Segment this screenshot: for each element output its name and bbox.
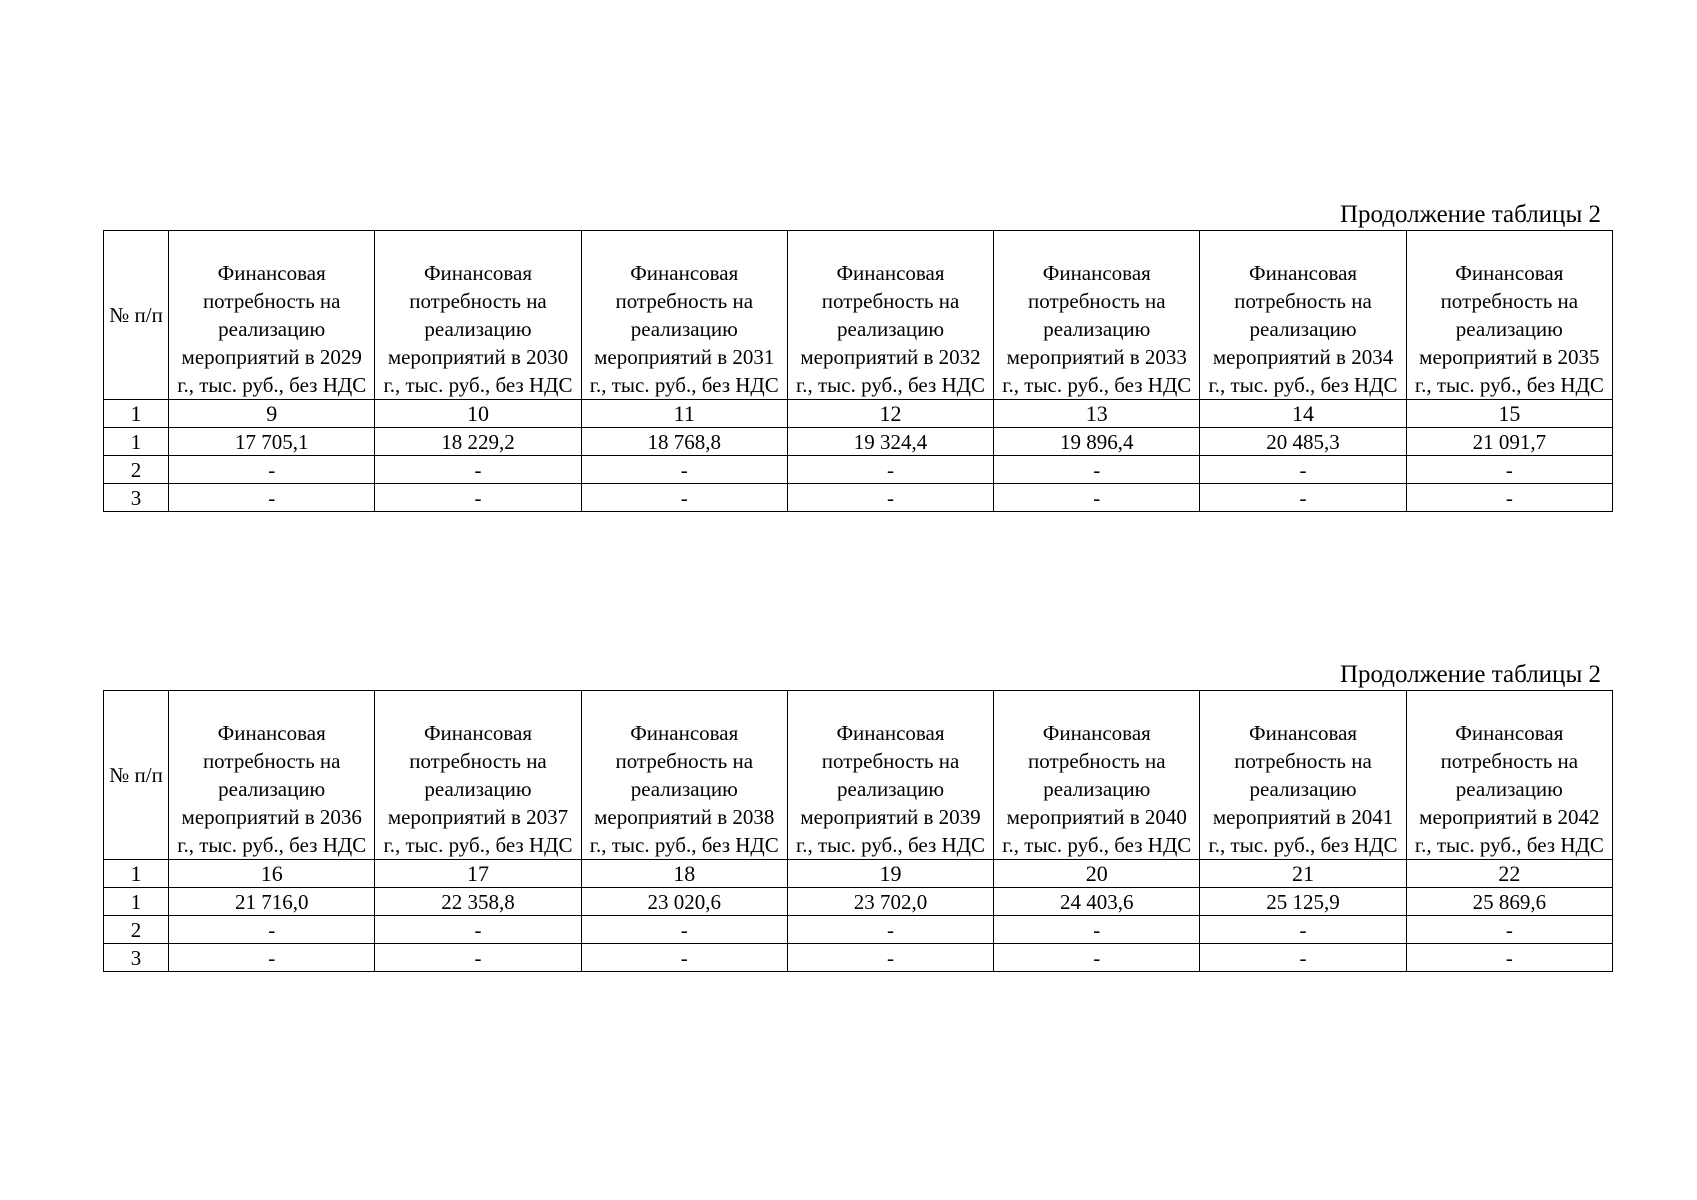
header-cell: Финансовая потребность на реализацию мероприятий в 2034 г., тыс. руб., без НДС <box>1200 231 1406 400</box>
numbering-cell: 13 <box>994 400 1200 428</box>
numbering-cell: 15 <box>1406 400 1612 428</box>
table-row <box>104 484 1613 512</box>
value-cell: - <box>1200 456 1406 484</box>
value-cell: - <box>581 916 787 944</box>
numbering-cell: 12 <box>787 400 993 428</box>
table-block-2 <box>103 660 1613 972</box>
header-cell: Финансовая потребность на реализацию мероприятий в 2038 г., тыс. руб., без НДС <box>581 691 787 860</box>
numbering-cell: 11 <box>581 400 787 428</box>
header-cell: Финансовая потребность на реализацию мероприятий в 2037 г., тыс. руб., без НДС <box>375 691 581 860</box>
header-cell: Финансовая потребность на реализацию мероприятий в 2036 г., тыс. руб., без НДС <box>169 691 375 860</box>
header-cell: Финансовая потребность на реализацию мероприятий в 2033 г., тыс. руб., без НДС <box>994 231 1200 400</box>
value-cell: - <box>1406 456 1612 484</box>
value-cell: - <box>169 456 375 484</box>
value-cell: 23 020,6 <box>581 888 787 916</box>
numbering-cell: 17 <box>375 860 581 888</box>
column-numbering-row <box>104 860 1613 888</box>
header-cell: Финансовая потребность на реализацию мероприятий в 2031 г., тыс. руб., без НДС <box>581 231 787 400</box>
value-cell: 25 869,6 <box>1406 888 1612 916</box>
table-caption: Продолжение таблицы 2 <box>1339 201 1601 228</box>
value-cell: - <box>787 456 993 484</box>
value-cell: - <box>994 944 1200 972</box>
financial-table-1 <box>103 230 1613 512</box>
value-cell: 19 324,4 <box>787 428 993 456</box>
value-cell: - <box>787 484 993 512</box>
value-cell: 23 702,0 <box>787 888 993 916</box>
value-cell: 21 716,0 <box>169 888 375 916</box>
value-cell: 18 768,8 <box>581 428 787 456</box>
header-cell: Финансовая потребность на реализацию мероприятий в 2030 г., тыс. руб., без НДС <box>375 231 581 400</box>
value-cell: - <box>169 484 375 512</box>
row-number-cell: 2 <box>104 916 169 944</box>
value-cell: - <box>169 916 375 944</box>
value-cell: - <box>375 484 581 512</box>
numbering-cell: 19 <box>787 860 993 888</box>
value-cell: - <box>375 916 581 944</box>
value-cell: - <box>375 456 581 484</box>
value-cell: - <box>1406 944 1612 972</box>
numbering-cell: 1 <box>104 400 169 428</box>
value-cell: - <box>787 944 993 972</box>
value-cell: - <box>581 484 787 512</box>
value-cell: 24 403,6 <box>994 888 1200 916</box>
value-cell: 20 485,3 <box>1200 428 1406 456</box>
numbering-cell: 20 <box>994 860 1200 888</box>
table-row <box>104 428 1613 456</box>
header-cell: Финансовая потребность на реализацию мероприятий в 2029 г., тыс. руб., без НДС <box>169 231 375 400</box>
value-cell: 17 705,1 <box>169 428 375 456</box>
header-cell: Финансовая потребность на реализацию мероприятий в 2032 г., тыс. руб., без НДС <box>787 231 993 400</box>
value-cell: - <box>581 456 787 484</box>
table-row <box>104 456 1613 484</box>
numbering-cell: 22 <box>1406 860 1612 888</box>
numbering-cell: 9 <box>169 400 375 428</box>
value-cell: 21 091,7 <box>1406 428 1612 456</box>
value-cell: 19 896,4 <box>994 428 1200 456</box>
value-cell: - <box>1200 944 1406 972</box>
row-number-cell: 1 <box>104 428 169 456</box>
row-number-cell: 3 <box>104 944 169 972</box>
value-cell: - <box>1200 484 1406 512</box>
value-cell: - <box>994 456 1200 484</box>
header-cell-num: № п/п <box>104 231 169 400</box>
numbering-cell: 10 <box>375 400 581 428</box>
table-row <box>104 944 1613 972</box>
row-number-cell: 3 <box>104 484 169 512</box>
value-cell: - <box>994 484 1200 512</box>
row-number-cell: 2 <box>104 456 169 484</box>
column-numbering-row <box>104 400 1613 428</box>
value-cell: - <box>581 944 787 972</box>
table-block-1 <box>103 200 1613 512</box>
header-cell: Финансовая потребность на реализацию мероприятий в 2041 г., тыс. руб., без НДС <box>1200 691 1406 860</box>
value-cell: - <box>1200 916 1406 944</box>
value-cell: - <box>994 916 1200 944</box>
header-cell: Финансовая потребность на реализацию мероприятий в 2035 г., тыс. руб., без НДС <box>1406 231 1612 400</box>
value-cell: - <box>787 916 993 944</box>
numbering-cell: 14 <box>1200 400 1406 428</box>
value-cell: - <box>375 944 581 972</box>
value-cell: - <box>1406 484 1612 512</box>
numbering-cell: 1 <box>104 860 169 888</box>
header-cell: Финансовая потребность на реализацию мероприятий в 2042 г., тыс. руб., без НДС <box>1406 691 1612 860</box>
numbering-cell: 18 <box>581 860 787 888</box>
header-row <box>104 691 1613 860</box>
value-cell: 22 358,8 <box>375 888 581 916</box>
row-number-cell: 1 <box>104 888 169 916</box>
value-cell: - <box>1406 916 1612 944</box>
numbering-cell: 16 <box>169 860 375 888</box>
header-row <box>104 231 1613 400</box>
value-cell: 18 229,2 <box>375 428 581 456</box>
numbering-cell: 21 <box>1200 860 1406 888</box>
header-cell: Финансовая потребность на реализацию мероприятий в 2039 г., тыс. руб., без НДС <box>787 691 993 860</box>
table-row <box>104 888 1613 916</box>
table-caption: Продолжение таблицы 2 <box>1339 661 1601 688</box>
value-cell: - <box>169 944 375 972</box>
table-row <box>104 916 1613 944</box>
header-cell: Финансовая потребность на реализацию мероприятий в 2040 г., тыс. руб., без НДС <box>994 691 1200 860</box>
value-cell: 25 125,9 <box>1200 888 1406 916</box>
header-cell-num: № п/п <box>104 691 169 860</box>
financial-table-2 <box>103 690 1613 972</box>
